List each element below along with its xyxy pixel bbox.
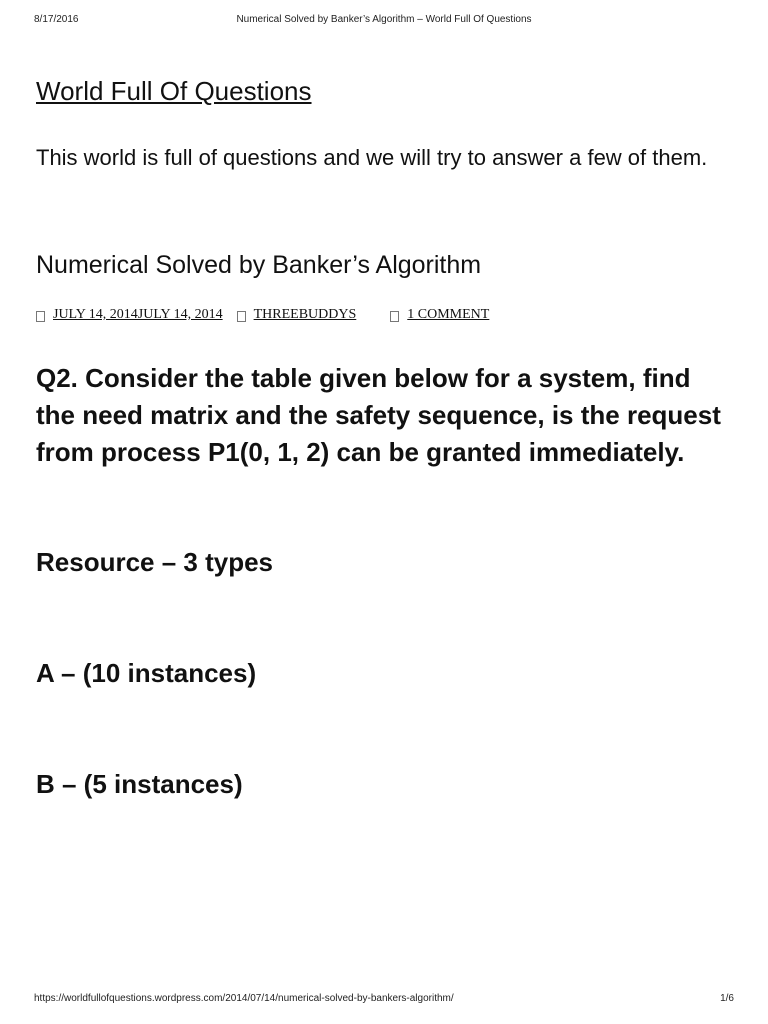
site-tagline: This world is full of questions and we will try to answer a few of them. xyxy=(36,145,708,170)
post-title: Numerical Solved by Banker’s Algorithm xyxy=(36,251,482,279)
comment-icon xyxy=(390,311,399,322)
print-document-title: Numerical Solved by Banker’s Algorithm – World Full Of Questions xyxy=(236,14,532,25)
resource-a-heading: A – (10 instances) xyxy=(36,658,257,688)
page-content xyxy=(36,74,736,801)
post-comments-link[interactable] xyxy=(390,306,489,324)
question-heading: Q2. Consider the table given below for a system, find the need matrix and the safety sequence, is the request from process P1(0, 1, 2) can be granted immediately. xyxy=(36,363,721,467)
post-author-link[interactable] xyxy=(237,306,357,324)
user-icon xyxy=(237,311,246,322)
calendar-icon xyxy=(36,311,45,322)
post-date: JULY 14, 2014JULY 14, 2014 xyxy=(53,307,223,322)
resource-b-heading: B – (5 instances) xyxy=(36,769,243,799)
post-date-link[interactable] xyxy=(36,306,223,324)
print-footer xyxy=(34,993,734,1007)
post-meta xyxy=(36,306,736,324)
post-comments: 1 COMMENT xyxy=(407,307,490,322)
site-title-link[interactable]: World Full Of Questions xyxy=(36,76,312,106)
post-author: THREEBUDDYS xyxy=(253,307,357,322)
resource-types-heading: Resource – 3 types xyxy=(36,547,274,577)
print-url: https://worldfullofquestions.wordpress.com/2014/07/14/numerical-solved-by-bankers-algorithm/ xyxy=(34,993,454,1004)
print-header xyxy=(34,14,734,28)
print-date: 8/17/2016 xyxy=(34,14,79,25)
page-number: 1/6 xyxy=(720,993,734,1004)
